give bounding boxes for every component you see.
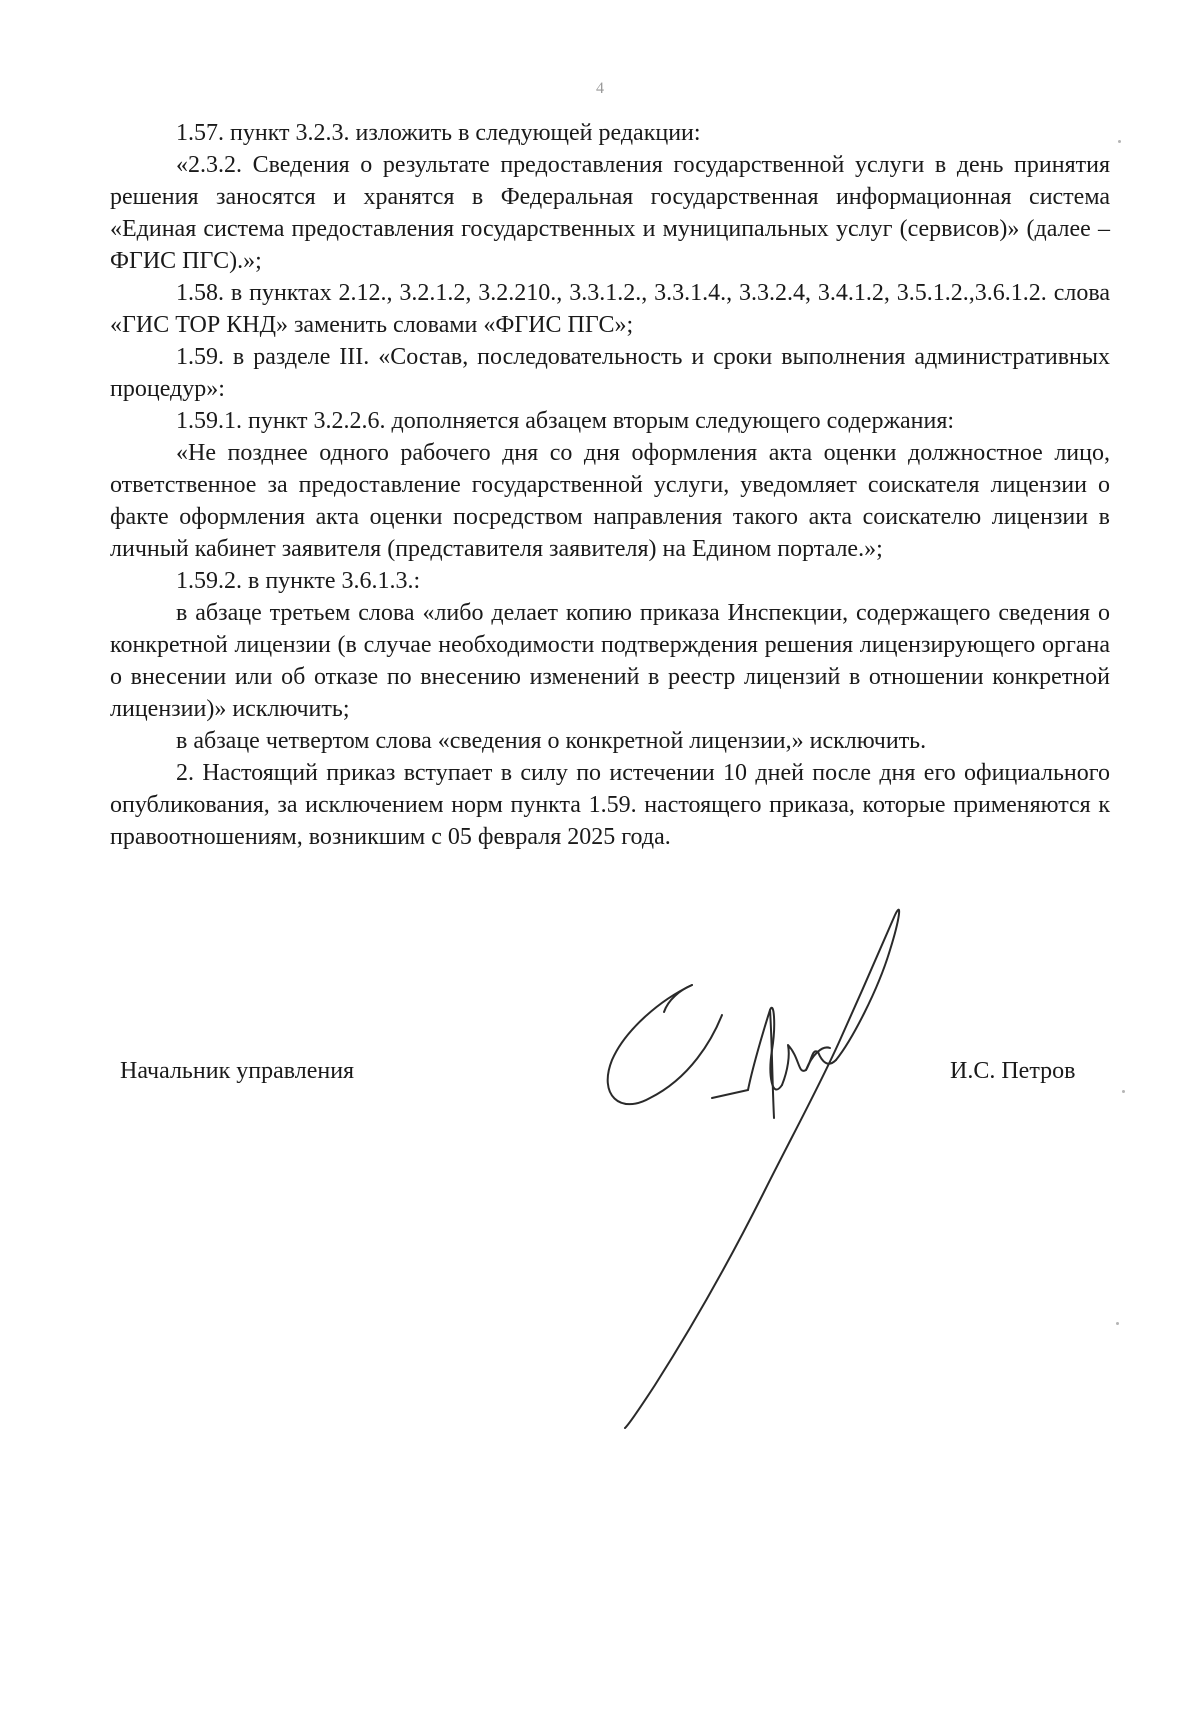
signer-position: Начальник управления [120, 1058, 355, 1084]
page-number: 4 [596, 80, 604, 97]
scan-speck [1118, 140, 1121, 143]
paragraph-1-57: 1.57. пункт 3.2.3. изложить в следующей редакции: [176, 120, 701, 146]
paragraph-third-abzac: в абзаце третьем слова «либо делает копию приказа Инспекции, содержащего сведения о конкретной лицензии (в случае необходимости подтверждения решения лицензирующего органа о внесении или об отказе по внесению изменений в реестр лицензий в отношении конкретной лицензии)» исключить; [110, 600, 1110, 722]
paragraph-quote-assessment: «Не позднее одного рабочего дня со дня оформления акта оценки должностное лицо, ответственное за предоставление государственной услуги, уведомляет соискателя лицензии о факте оформления акта оценки посредством направления такого акта соискателю лицензии в личный кабинет заявителя (представителя заявителя) на Едином портале.»; [110, 440, 1110, 562]
paragraph-fourth-abzac: в абзаце четвертом слова «сведения о конкретной лицензии,» исключить. [176, 728, 927, 754]
paragraph-quote-2-3-2: «2.3.2. Сведения о результате предоставления государственной услуги в день принятия решения заносятся и хранятся в Федеральная государственная информационная система «Единая система предоставления государственных и муниципальных услуг (сервисов)» (далее – ФГИС ПГС).»; [110, 152, 1110, 274]
paragraph-1-59: 1.59. в разделе III. «Состав, последовательность и сроки выполнения административных процедур»: [110, 344, 1110, 402]
paragraph-1-59-1: 1.59.1. пункт 3.2.2.6. дополняется абзацем вторым следующего содержания: [176, 408, 955, 434]
paragraph-1-59-2: 1.59.2. в пункте 3.6.1.3.: [176, 568, 421, 594]
paragraph-2-effective: 2. Настоящий приказ вступает в силу по истечении 10 дней после дня его официального опубликования, за исключением норм пункта 1.59. настоящего приказа, которые применяются к правоотношениям, возникшим с 05 февраля 2025 года. [110, 760, 1110, 850]
scan-speck [1122, 1090, 1125, 1093]
scan-speck [1116, 1322, 1119, 1325]
document-body [110, 117, 1110, 853]
signer-name: И.С. Петров [950, 1058, 1076, 1084]
paragraph-1-58: 1.58. в пунктах 2.12., 3.2.1.2, 3.2.210., 3.3.1.2., 3.3.1.4., 3.3.2.4, 3.4.1.2, 3.5.1.2.,3.6.1.2. слова «ГИС ТОР КНД» заменить словами «ФГИС ПГС»; [110, 280, 1110, 338]
